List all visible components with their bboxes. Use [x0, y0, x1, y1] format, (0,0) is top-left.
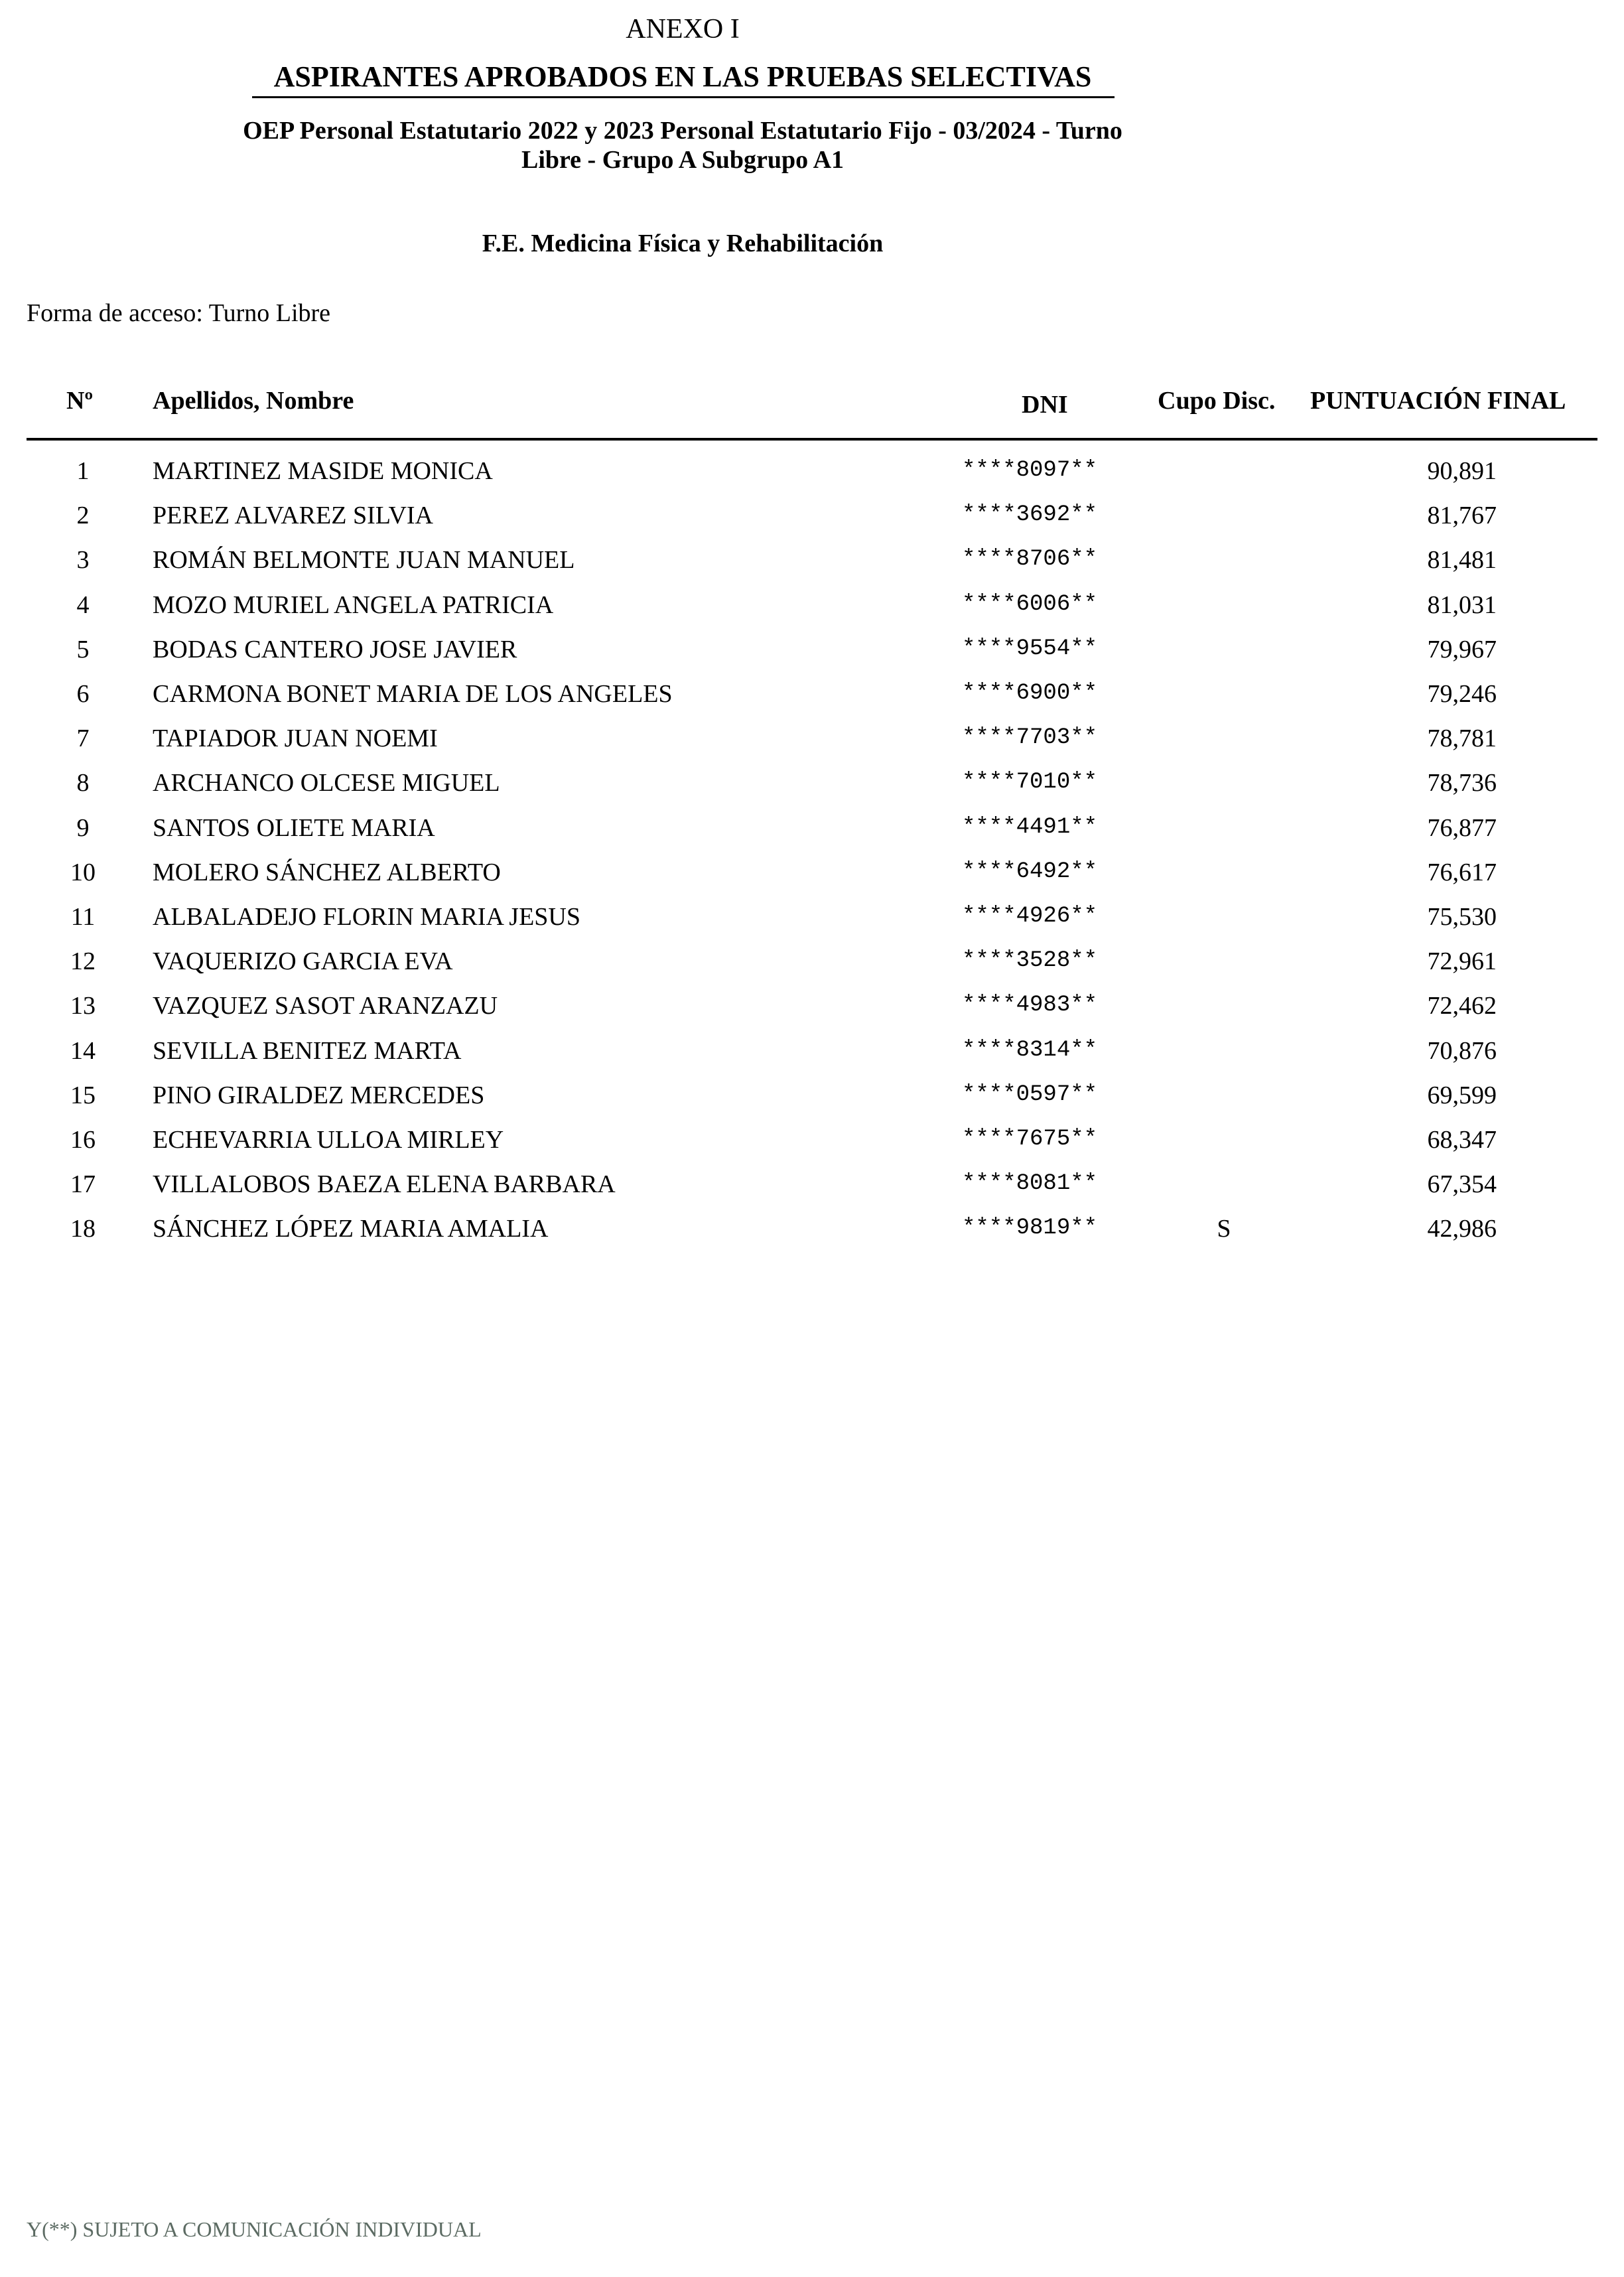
annex-title: ANEXO I [626, 14, 740, 44]
row-name: MARTINEZ MASIDE MONICA [153, 457, 493, 485]
header-cupo: Cupo Disc. [1158, 387, 1276, 415]
row-score: 78,736 [1427, 769, 1497, 797]
row-score: 76,877 [1427, 813, 1497, 842]
row-number: 8 [76, 769, 90, 797]
row-number: 10 [70, 858, 96, 886]
row-dni: ****8314** [962, 1037, 1098, 1063]
row-name: PINO GIRALDEZ MERCEDES [153, 1081, 485, 1109]
title-underline [252, 96, 1115, 98]
header-divider [27, 438, 1597, 441]
header-name: Apellidos, Nombre [153, 387, 354, 415]
row-dni: ****4491** [962, 814, 1098, 840]
row-number: 12 [70, 947, 96, 976]
row-score: 81,481 [1427, 546, 1497, 575]
row-number: 17 [70, 1170, 96, 1199]
table-row [0, 456, 1624, 501]
row-score: 42,986 [1427, 1215, 1497, 1243]
page-title: ASPIRANTES APROBADOS EN LAS PRUEBAS SELECTIVAS [273, 60, 1092, 93]
row-dni: ****3692** [962, 502, 1098, 528]
row-dni: ****6492** [962, 859, 1098, 884]
row-number: 6 [76, 680, 90, 708]
row-name: ECHEVARRIA ULLOA MIRLEY [153, 1126, 504, 1154]
row-dni: ****8097** [962, 458, 1098, 483]
row-dni: ****6006** [962, 591, 1098, 617]
row-name: SÁNCHEZ LÓPEZ MARIA AMALIA [153, 1215, 549, 1243]
row-score: 76,617 [1427, 858, 1497, 886]
table-row [0, 768, 1624, 813]
table-row [0, 947, 1624, 991]
row-number: 3 [76, 546, 90, 575]
table-row [0, 1170, 1624, 1214]
table-row [0, 724, 1624, 768]
row-dni: ****0597** [962, 1081, 1098, 1107]
row-name: MOZO MURIEL ANGELA PATRICIA [153, 590, 554, 619]
access-mode: Forma de acceso: Turno Libre [27, 299, 331, 327]
specialty-title: F.E. Medicina Física y Rehabilitación [482, 230, 884, 257]
row-dni: ****8081** [962, 1171, 1098, 1197]
row-dni: ****7010** [962, 770, 1098, 795]
row-score: 81,031 [1427, 590, 1497, 619]
row-name: ROMÁN BELMONTE JUAN MANUEL [153, 546, 575, 575]
row-dni: ****6900** [962, 681, 1098, 706]
row-name: TAPIADOR JUAN NOEMI [153, 724, 438, 753]
row-number: 15 [70, 1081, 96, 1109]
row-name: PEREZ ALVAREZ SILVIA [153, 502, 433, 530]
table-row [0, 501, 1624, 545]
row-score: 79,246 [1427, 680, 1497, 708]
row-score: 72,462 [1427, 992, 1497, 1020]
row-score: 78,781 [1427, 724, 1497, 753]
row-score: 69,599 [1427, 1081, 1497, 1109]
row-score: 90,891 [1427, 457, 1497, 485]
subtitle-line-1: OEP Personal Estatutario 2022 y 2023 Personal Estatutario Fijo - 03/2024 - Turno [243, 117, 1122, 145]
row-number: 16 [70, 1126, 96, 1154]
row-name: ALBALADEJO FLORIN MARIA JESUS [153, 903, 580, 931]
row-number: 1 [76, 457, 90, 485]
row-name: MOLERO SÁNCHEZ ALBERTO [153, 858, 501, 886]
table-row [0, 1214, 1624, 1259]
row-number: 4 [76, 590, 90, 619]
table-row [0, 679, 1624, 724]
row-number: 5 [76, 635, 90, 663]
row-dni: ****3528** [962, 948, 1098, 974]
row-score: 68,347 [1427, 1126, 1497, 1154]
row-name: VAQUERIZO GARCIA EVA [153, 947, 453, 976]
table-row [0, 902, 1624, 947]
row-dni: ****4983** [962, 993, 1098, 1018]
table-row [0, 545, 1624, 590]
row-number: 14 [70, 1036, 96, 1065]
row-dni: ****9554** [962, 636, 1098, 661]
row-cupo: S [1217, 1215, 1231, 1243]
row-dni: ****7703** [962, 725, 1098, 751]
row-dni: ****9819** [962, 1215, 1098, 1241]
row-score: 72,961 [1427, 947, 1497, 976]
row-score: 79,967 [1427, 635, 1497, 663]
header-score: PUNTUACIÓN FINAL [1310, 387, 1566, 415]
row-score: 67,354 [1427, 1170, 1497, 1199]
row-dni: ****8706** [962, 547, 1098, 573]
table-row [0, 1036, 1624, 1081]
row-number: 18 [70, 1215, 96, 1243]
row-name: ARCHANCO OLCESE MIGUEL [153, 769, 500, 797]
table-row [0, 590, 1624, 635]
table-row [0, 1125, 1624, 1170]
header-number: Nº [66, 387, 93, 415]
row-number: 2 [76, 502, 90, 530]
subtitle [0, 116, 1365, 174]
row-number: 11 [70, 903, 96, 931]
row-name: VILLALOBOS BAEZA ELENA BARBARA [153, 1170, 616, 1199]
row-name: BODAS CANTERO JOSE JAVIER [153, 635, 517, 663]
row-number: 13 [70, 992, 96, 1020]
row-score: 81,767 [1427, 502, 1497, 530]
header-dni: DNI [1022, 391, 1068, 419]
footer-note: Y(**) SUJETO A COMUNICACIÓN INDIVIDUAL [27, 2217, 482, 2241]
table-row [0, 991, 1624, 1036]
row-name: VAZQUEZ SASOT ARANZAZU [153, 992, 498, 1020]
row-name: SEVILLA BENITEZ MARTA [153, 1036, 462, 1065]
row-number: 7 [76, 724, 90, 753]
table-row [0, 858, 1624, 902]
row-dni: ****4926** [962, 904, 1098, 929]
table-row [0, 813, 1624, 858]
row-score: 70,876 [1427, 1036, 1497, 1065]
row-dni: ****7675** [962, 1127, 1098, 1152]
row-number: 9 [76, 813, 90, 842]
row-name: SANTOS OLIETE MARIA [153, 813, 435, 842]
table-row [0, 635, 1624, 679]
row-name: CARMONA BONET MARIA DE LOS ANGELES [153, 680, 673, 708]
row-score: 75,530 [1427, 903, 1497, 931]
table-row [0, 1081, 1624, 1125]
subtitle-line-2: Libre - Grupo A Subgrupo A1 [521, 146, 845, 174]
